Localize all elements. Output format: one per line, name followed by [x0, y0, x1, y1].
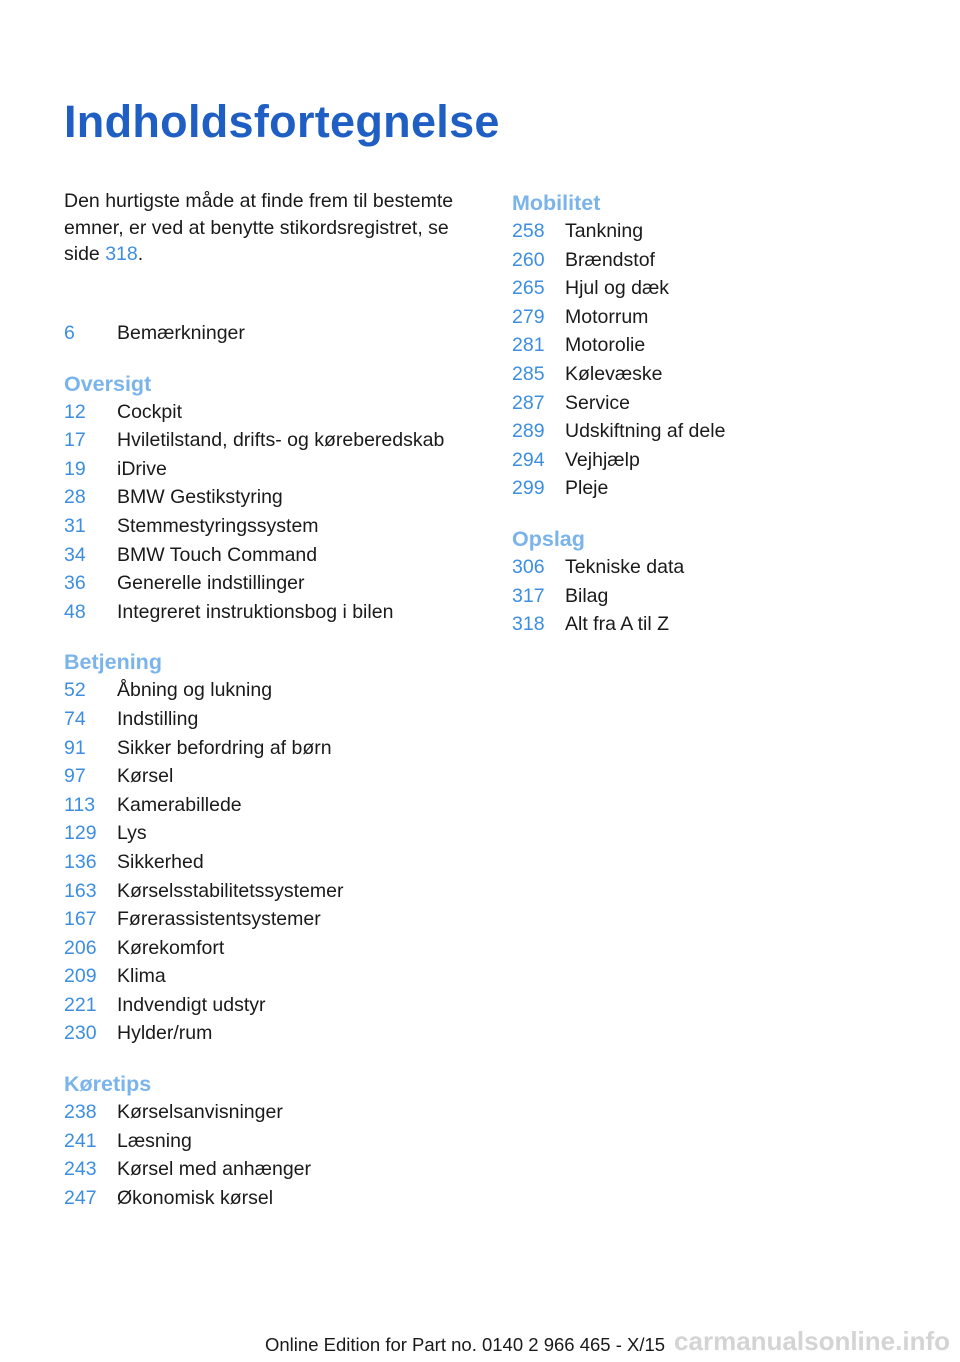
toc-entry[interactable] — [512, 331, 932, 360]
toc-entry[interactable] — [512, 303, 932, 332]
toc-entry[interactable] — [64, 934, 484, 963]
toc-entry-label: Sikker befordring af børn — [117, 736, 332, 759]
toc-entry[interactable] — [64, 598, 484, 627]
toc-entry-label: Vejhjælp — [565, 448, 640, 471]
toc-page-number[interactable]: 287 — [512, 391, 545, 414]
toc-entry-label: Hylder/rum — [117, 1022, 213, 1045]
toc-entry[interactable] — [512, 582, 932, 611]
toc-page-number[interactable]: 221 — [64, 993, 97, 1016]
toc-page-number[interactable]: 6 — [64, 322, 75, 344]
toc-page-number[interactable]: 97 — [64, 765, 86, 788]
toc-page-number[interactable]: 113 — [64, 793, 96, 816]
intro-paragraph — [64, 188, 474, 268]
toc-page-number[interactable]: 36 — [64, 572, 86, 595]
toc-entry[interactable] — [64, 962, 484, 991]
toc-page-number[interactable]: 289 — [512, 420, 545, 443]
toc-entry[interactable] — [64, 1019, 484, 1048]
toc-entry[interactable] — [64, 762, 484, 791]
toc-page-number[interactable]: 238 — [64, 1101, 97, 1124]
toc-page-number[interactable]: 91 — [64, 736, 86, 759]
toc-entry-label: Kølevæske — [565, 362, 663, 385]
page-title: Indholdsfortegnelse — [64, 96, 500, 147]
toc-page-number[interactable]: 167 — [64, 908, 97, 931]
toc-entry-label: Brændstof — [565, 248, 655, 271]
toc-entry[interactable] — [64, 426, 484, 455]
toc-entry[interactable] — [64, 1127, 484, 1156]
toc-page-number[interactable]: 19 — [64, 457, 86, 480]
toc-entry[interactable] — [512, 417, 932, 446]
footer-edition: Online Edition for Part no. 0140 2 966 465 - X/15 — [265, 1334, 666, 1355]
toc-entry-label: Læsning — [117, 1129, 192, 1152]
toc-right-column — [512, 189, 932, 639]
toc-entry-label: Cockpit — [117, 400, 183, 423]
toc-page-number[interactable]: 285 — [512, 362, 545, 385]
toc-entry-label: Generelle indstillinger — [117, 572, 305, 595]
toc-entry[interactable] — [64, 705, 484, 734]
toc-entry[interactable] — [64, 676, 484, 705]
toc-page-number[interactable]: 299 — [512, 477, 545, 500]
toc-entry[interactable] — [512, 446, 932, 475]
toc-page-number[interactable]: 52 — [64, 679, 86, 702]
toc-page-number[interactable]: 163 — [64, 879, 97, 902]
toc-entry-label: Klima — [117, 965, 166, 988]
toc-section-heading: Betjening — [64, 650, 162, 675]
toc-entry-label: Motorrum — [565, 305, 649, 328]
toc-entry-label: Service — [565, 391, 631, 414]
toc-page-number[interactable]: 206 — [64, 936, 97, 959]
toc-page-number[interactable]: 243 — [64, 1158, 97, 1181]
toc-page-number[interactable]: 294 — [512, 448, 545, 471]
toc-page-number[interactable]: 258 — [512, 220, 545, 242]
toc-entry[interactable] — [64, 877, 484, 906]
toc-entry[interactable] — [512, 610, 932, 639]
toc-entry-label: Kørsel med anhænger — [117, 1158, 312, 1181]
toc-entry-label: Økonomisk kørsel — [117, 1186, 274, 1209]
toc-entry[interactable] — [64, 541, 484, 570]
toc-left-column — [64, 319, 484, 1212]
toc-entry-label: Kørsel — [117, 765, 174, 788]
toc-entry[interactable] — [64, 791, 484, 820]
toc-entry[interactable] — [64, 512, 484, 541]
toc-entry-label: Tekniske data — [565, 555, 685, 578]
toc-entry[interactable] — [512, 474, 932, 503]
toc-entry[interactable] — [64, 1184, 484, 1213]
toc-entry-label: Indvendigt udstyr — [117, 993, 266, 1016]
toc-entry-label: Stemmestyringssystem — [117, 514, 319, 537]
toc-entry[interactable] — [64, 991, 484, 1020]
toc-entry[interactable] — [64, 1098, 484, 1127]
toc-entry-label: Førerassistentsystemer — [117, 908, 321, 931]
toc-entry[interactable] — [512, 389, 932, 418]
toc-entry-label: Kamerabillede — [117, 793, 242, 816]
toc-page-number[interactable]: 241 — [64, 1129, 97, 1152]
toc-entry[interactable] — [64, 398, 484, 427]
toc-entry-label: Kørekomfort — [117, 936, 225, 959]
toc-entry-label: Integreret instruktionsbog i bilen — [117, 600, 394, 623]
toc-entry-label: BMW Touch Command — [117, 543, 318, 566]
toc-page-number[interactable]: 306 — [512, 555, 545, 578]
toc-page-number[interactable]: 209 — [64, 965, 97, 988]
toc-page-number[interactable]: 230 — [64, 1022, 97, 1045]
toc-entry[interactable] — [64, 1155, 484, 1184]
toc-entry[interactable] — [512, 217, 932, 246]
toc-entry[interactable] — [64, 734, 484, 763]
toc-entry[interactable] — [512, 553, 932, 582]
toc-entry-label: Motorolie — [565, 334, 646, 357]
toc-page-number[interactable]: 31 — [64, 514, 86, 537]
toc-entry-label: Lys — [117, 822, 147, 845]
toc-page-number[interactable]: 279 — [512, 305, 545, 328]
toc-entry-label: Alt fra A til Z — [565, 613, 670, 636]
toc-entry[interactable] — [512, 246, 932, 275]
toc-entry[interactable] — [64, 483, 484, 512]
toc-entry-label: BMW Gestikstyring — [117, 486, 283, 509]
toc-entry[interactable] — [64, 848, 484, 877]
toc-entry-label: Sikkerhed — [117, 850, 204, 873]
toc-page-number[interactable]: 74 — [64, 707, 86, 730]
toc-entry[interactable] — [64, 569, 484, 598]
toc-entry-label: iDrive — [117, 457, 167, 480]
toc-page-number[interactable]: 136 — [64, 850, 97, 873]
toc-entry-label: Tankning — [565, 220, 644, 242]
toc-entry-label: Kørselsstabilitetssystemer — [117, 879, 344, 902]
toc-page-number[interactable]: 28 — [64, 486, 86, 509]
toc-entry[interactable] — [64, 905, 484, 934]
toc-page-number[interactable]: 12 — [64, 400, 86, 423]
toc-entry[interactable] — [64, 819, 484, 848]
toc-section-heading: Opslag — [512, 526, 585, 551]
index-page-link[interactable]: 318 — [105, 243, 138, 265]
toc-page-number[interactable]: 265 — [512, 277, 545, 300]
toc-page-number[interactable]: 17 — [64, 429, 86, 452]
toc-page-number[interactable]: 260 — [512, 248, 545, 271]
toc-page-number[interactable]: 34 — [64, 543, 86, 566]
intro-suffix: . — [137, 243, 144, 265]
toc-page-number[interactable]: 317 — [512, 584, 545, 607]
toc-entry-label: Pleje — [565, 477, 609, 500]
watermark: carmanualsonline.info — [674, 1326, 950, 1356]
toc-entry-label: Bemærkninger — [117, 322, 245, 344]
toc-entry-label: Bilag — [565, 584, 609, 607]
toc-section-heading: Oversigt — [64, 371, 152, 396]
toc-entry-label: Åbning og lukning — [117, 679, 273, 702]
toc-entry-label: Kørselsanvisninger — [117, 1101, 283, 1124]
toc-page-number[interactable]: 281 — [512, 334, 545, 357]
toc-page-number[interactable]: 247 — [64, 1186, 97, 1209]
toc-entry-label: Hjul og dæk — [565, 277, 670, 300]
toc-entry-label: Udskiftning af dele — [565, 420, 726, 443]
toc-section-heading: Mobilitet — [512, 191, 601, 215]
toc-entry[interactable] — [512, 274, 932, 303]
toc-page-number[interactable]: 129 — [64, 822, 97, 845]
toc-entry[interactable] — [512, 360, 932, 389]
toc-page-number[interactable]: 48 — [64, 600, 86, 623]
toc-entry[interactable] — [64, 455, 484, 484]
toc-entry-label: Hviletilstand, drifts- og køreberedskab — [117, 429, 445, 452]
toc-entry[interactable] — [64, 319, 484, 348]
toc-entry-label: Indstilling — [117, 707, 199, 730]
toc-section-heading: Køretips — [64, 1072, 152, 1097]
toc-page-number[interactable]: 318 — [512, 613, 545, 636]
intro-text: Den hurtigste måde at finde frem til bestemte emner, er ved at benytte stikordsregistret, se side — [64, 190, 454, 265]
